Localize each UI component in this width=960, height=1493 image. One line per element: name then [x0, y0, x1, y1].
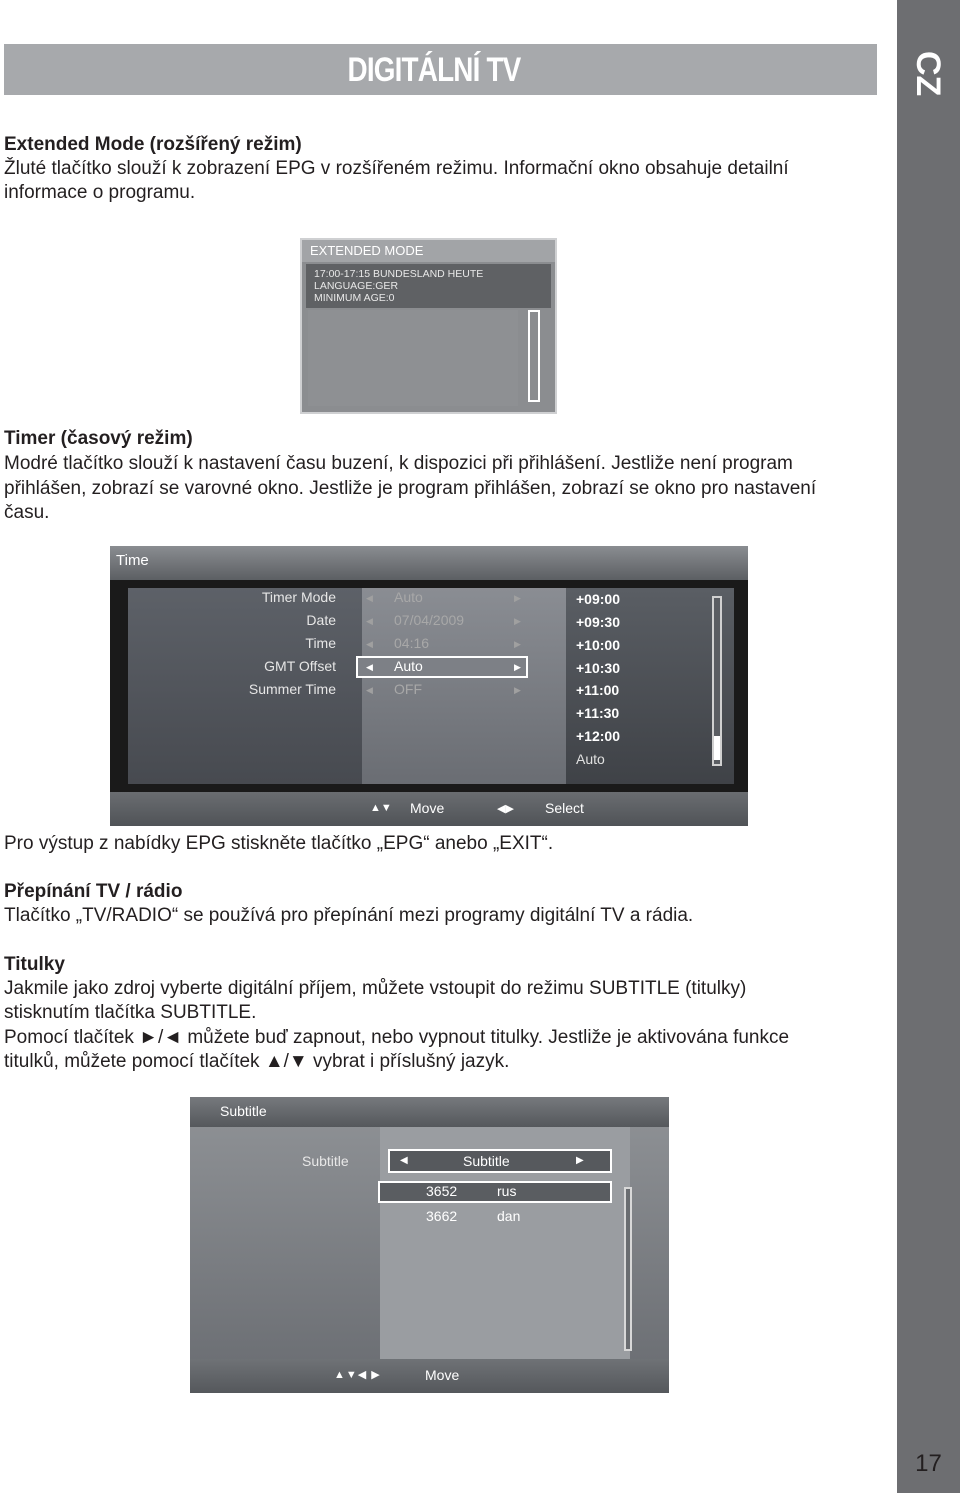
page-title: DIGITÁLNÍ TV — [347, 51, 521, 89]
navigation-arrows-icon: ▲▼◀ ▶ — [334, 1369, 381, 1381]
right-arrow-icon: ▶ — [514, 593, 521, 603]
up-down-arrows-icon: ▲▼ — [370, 802, 392, 814]
left-arrow-icon: ◀ — [366, 685, 373, 695]
date-value[interactable]: 07/04/2009 — [394, 612, 465, 628]
left-arrow-icon: ◀ — [400, 1155, 408, 1166]
timer-mode-label: Timer Mode — [261, 589, 336, 605]
time-value[interactable]: 04:16 — [394, 635, 430, 651]
tv-radio-text: Tlačítko „TV/RADIO“ se používá pro přepínání mezi programy digitální TV a rádia. — [4, 905, 694, 926]
subtitle-screen-footer — [190, 1359, 669, 1393]
offset-option[interactable]: +10:00 — [576, 637, 620, 653]
subtitle-screen — [190, 1097, 669, 1393]
subtitle-item-highlight[interactable] — [378, 1181, 612, 1203]
language-tab: CZ — [909, 51, 947, 97]
summer-time-label: Summer Time — [248, 681, 336, 697]
left-arrow-icon: ◀ — [366, 639, 373, 649]
timer-heading: Timer (časový režim) — [4, 428, 193, 449]
extended-mode-screen — [300, 238, 557, 414]
side-strip — [897, 0, 960, 1493]
extended-mode-info-panel — [306, 264, 551, 308]
time-screen — [110, 546, 748, 826]
subtitle-screen-title: Subtitle — [220, 1103, 267, 1119]
offset-option[interactable]: +09:30 — [576, 614, 620, 630]
time-screen-title: Time — [116, 552, 149, 569]
epg-exit-text: Pro výstup z nabídky EPG stiskněte tlačítko „EPG“ anebo „EXIT“. — [4, 833, 554, 854]
gmt-offset-label: GMT Offset — [264, 658, 336, 674]
left-right-arrows-icon: ◀▶ — [497, 803, 514, 815]
left-arrow-icon: ◀ — [366, 616, 373, 626]
offset-option[interactable]: Auto — [576, 751, 605, 767]
tv-radio-heading: Přepínání TV / rádio — [4, 881, 183, 902]
subtitle-item-language[interactable]: dan — [497, 1208, 521, 1224]
header-bar — [4, 44, 877, 95]
extended-mode-text-2: informace o programu. — [4, 182, 196, 203]
time-label: Time — [305, 635, 336, 651]
offset-option[interactable]: +12:00 — [576, 728, 620, 744]
subtitle-item-language[interactable]: rus — [497, 1183, 517, 1199]
gmt-offset-selector[interactable] — [356, 656, 528, 678]
subtitle-value[interactable]: Subtitle — [463, 1153, 510, 1169]
offset-option[interactable]: +09:00 — [576, 591, 620, 607]
footer-move-label: Move — [410, 800, 445, 816]
summer-time-value[interactable]: OFF — [394, 681, 422, 697]
subtitle-screen-title-bar — [190, 1097, 669, 1127]
subtitle-label: Subtitle — [302, 1153, 349, 1169]
date-label: Date — [306, 612, 336, 628]
info-line-language: LANGUAGE:GER — [314, 280, 399, 292]
left-arrow-icon: ◀ — [366, 593, 373, 603]
time-screen-title-bar — [110, 546, 748, 580]
extended-mode-screen-title: EXTENDED MODE — [302, 240, 555, 262]
subtitles-text-2: stisknutím tlačítka SUBTITLE. — [4, 1002, 257, 1023]
right-arrow-icon: ▶ — [514, 662, 521, 672]
extended-mode-heading: Extended Mode (rozšířený režim) — [4, 134, 302, 155]
subtitle-item-number[interactable]: 3662 — [426, 1208, 458, 1224]
right-arrow-icon: ▶ — [514, 639, 521, 649]
time-screen-footer — [110, 792, 748, 826]
gmt-offset-value[interactable]: Auto — [394, 658, 423, 674]
timer-mode-value[interactable]: Auto — [394, 589, 423, 605]
info-line-age: MINIMUM AGE:0 — [314, 292, 395, 304]
scrollbar-thumb[interactable] — [714, 736, 720, 760]
left-arrow-icon: ◀ — [366, 662, 373, 672]
page-number: 17 — [915, 1450, 942, 1477]
offset-option[interactable]: +10:30 — [576, 660, 620, 676]
offset-option[interactable]: +11:00 — [576, 682, 620, 698]
right-arrow-icon: ▶ — [514, 685, 521, 695]
subtitles-text-1: Jakmile jako zdroj vyberte digitální příjem, můžete vstoupit do režimu SUBTITLE (titulky) — [4, 978, 747, 999]
info-line-program: 17:00-17:15 BUNDESLAND HEUTE — [314, 268, 484, 280]
extended-mode-scrollbar[interactable] — [528, 310, 540, 402]
right-arrow-icon: ▶ — [514, 616, 521, 626]
timer-text-1: Modré tlačítko slouží k nastavení času buzení, k dispozici při přihlášení. Jestliže není program — [4, 453, 793, 474]
timer-text-3: času. — [4, 502, 50, 523]
offset-option[interactable]: +11:30 — [576, 705, 620, 721]
subtitle-item-number[interactable]: 3652 — [426, 1183, 458, 1199]
subtitles-heading: Titulky — [4, 954, 65, 975]
footer-select-label: Select — [545, 800, 584, 816]
extended-mode-detail-area — [308, 310, 518, 406]
right-arrow-icon: ▶ — [576, 1155, 584, 1166]
timer-text-2: přihlášen, zobrazí se varovné okno. Jestliže je program přihlášen, zobrazí se okno pro nastavení — [4, 478, 817, 499]
subtitle-scrollbar[interactable] — [624, 1187, 632, 1351]
extended-mode-text-1: Žluté tlačítko slouží k zobrazení EPG v rozšířeném režimu. Informační okno obsahuje detailní — [4, 158, 789, 179]
subtitles-text-4: titulků, můžete pomocí tlačítek ▲/▼ vybrat i příslušný jazyk. — [4, 1051, 510, 1072]
footer-move-label: Move — [425, 1367, 460, 1383]
subtitles-text-3: Pomocí tlačítek ►/◄ můžete buď zapnout, nebo vypnout titulky. Jestliže je aktivována funkce — [4, 1027, 790, 1048]
